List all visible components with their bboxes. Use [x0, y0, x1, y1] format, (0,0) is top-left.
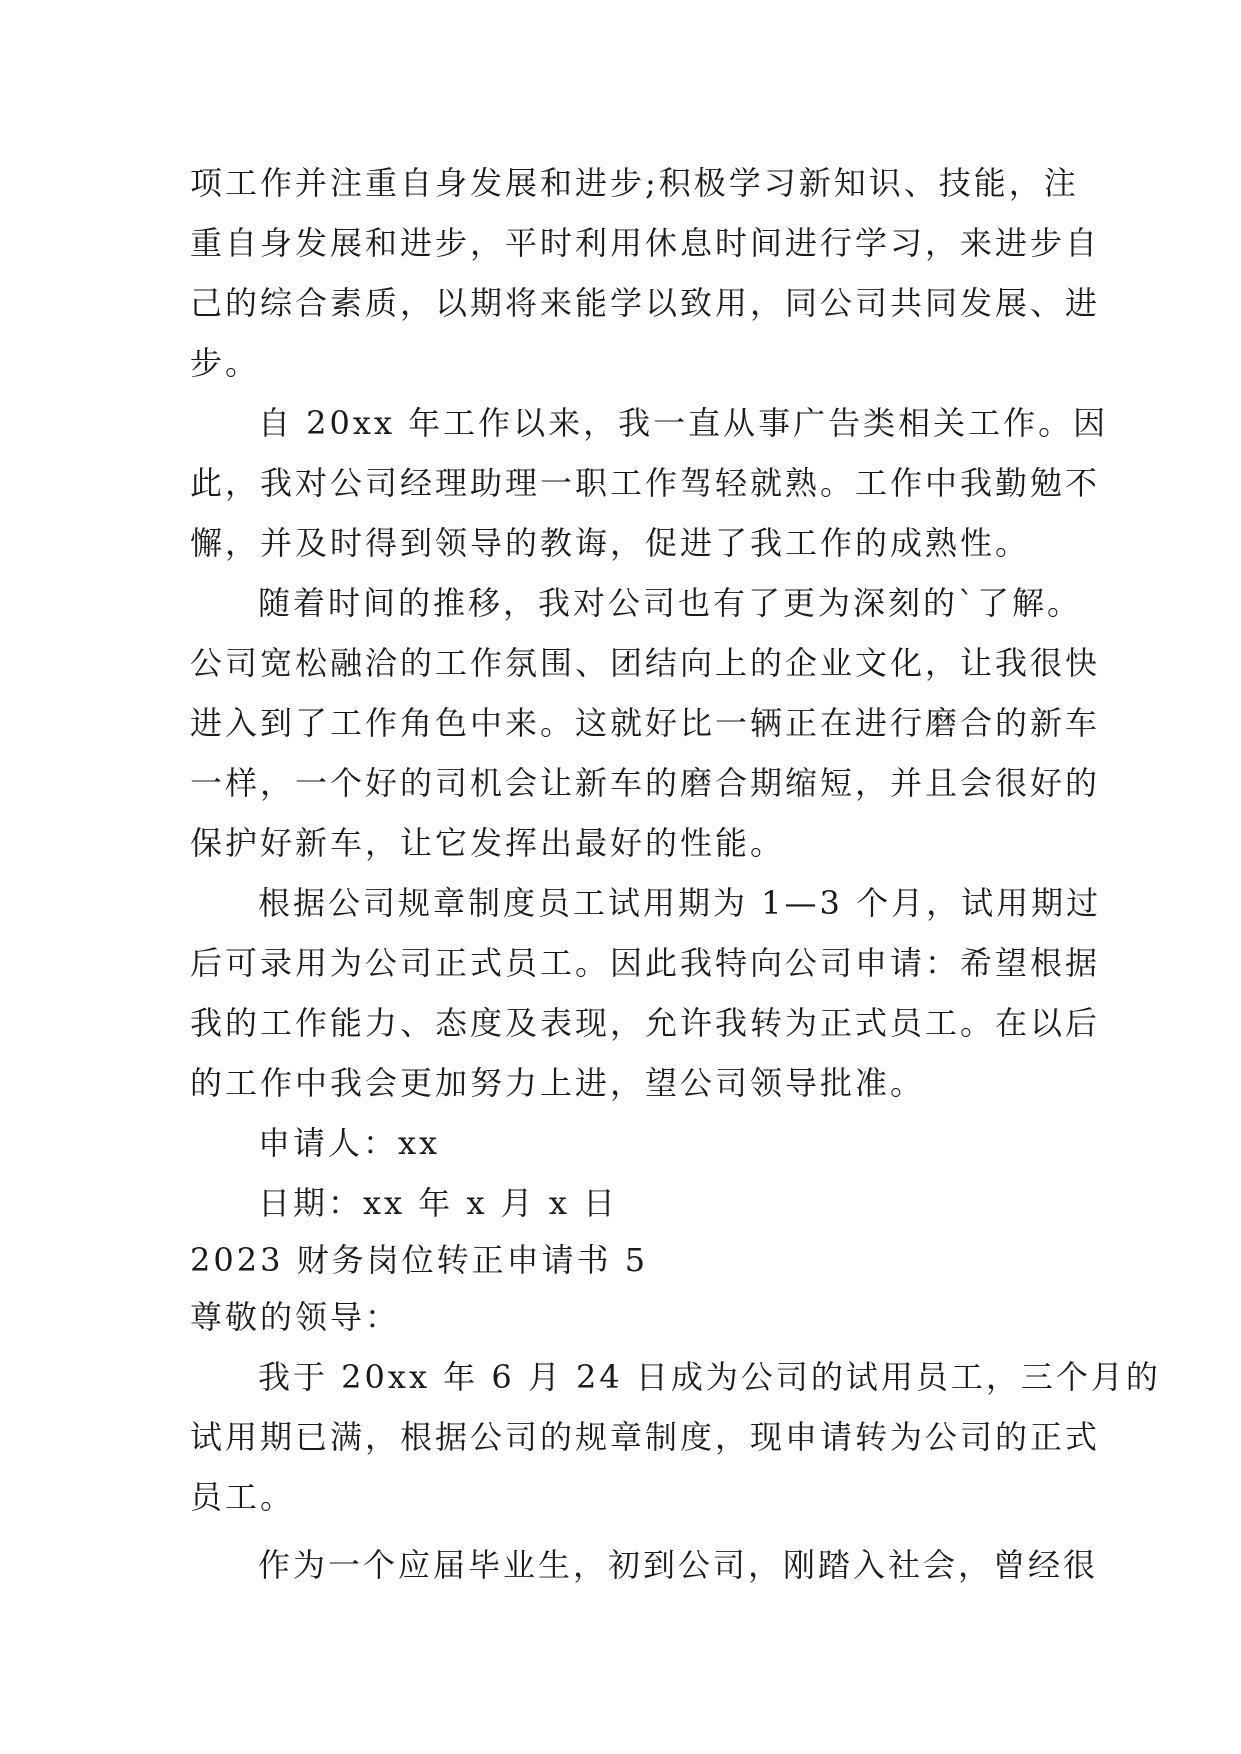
text-line: 步。 [190, 344, 261, 382]
text-line: 试用期已满，根据公司的规章制度，现申请转为公司的正式 [190, 1418, 1101, 1456]
text-line: 公司宽松融洽的工作氛围、团结向上的企业文化，让我很快 [190, 644, 1101, 682]
text-line: 此，我对公司经理助理一职工作驾轻就熟。工作中我勤勉不 [190, 464, 1101, 502]
date-line: 日期：xx 年 x 月 x 日 [258, 1184, 619, 1222]
text-line: 懈，并及时得到领导的教诲，促进了我工作的成熟性。 [190, 524, 1031, 562]
paragraph-first-line: 随着时间的推移，我对公司也有了更为深刻的`了解。 [258, 584, 1083, 622]
paragraph-first-line: 自 20xx 年工作以来，我一直从事广告类相关工作。因 [258, 404, 1109, 442]
text-line: 后可录用为公司正式员工。因此我特向公司申请：希望根据 [190, 944, 1101, 982]
paragraph-first-line: 根据公司规章制度员工试用期为 1—3 个月，试用期过 [258, 884, 1102, 922]
text-line: 的工作中我会更加努力上进，望公司领导批准。 [190, 1064, 926, 1102]
text-line: 我的工作能力、态度及表现，允许我转为正式员工。在以后 [190, 1004, 1101, 1042]
text-line: 保护好新车，让它发挥出最好的性能。 [190, 824, 786, 862]
paragraph-first-line: 我于 20xx 年 6 月 24 日成为公司的试用员工，三个月的 [258, 1358, 1161, 1396]
section-heading: 2023 财务岗位转正申请书 5 [190, 1241, 649, 1279]
text-line: 员工。 [190, 1478, 296, 1516]
salutation: 尊敬的领导： [190, 1298, 401, 1336]
paragraph-first-line: 作为一个应届毕业生，初到公司，刚踏入社会，曾经很 [258, 1546, 1099, 1584]
text-line: 己的综合素质，以期将来能学以致用，同公司共同发展、进 [190, 284, 1101, 322]
text-line: 项工作并注重自身发展和进步;积极学习新知识、技能，注 [190, 164, 1079, 202]
applicant-line: 申请人：xx [258, 1124, 441, 1162]
text-line: 进入到了工作角色中来。这就好比一辆正在进行磨合的新车 [190, 704, 1101, 742]
text-line: 重自身发展和进步，平时利用休息时间进行学习，来进步自 [190, 224, 1101, 262]
text-line: 一样，一个好的司机会让新车的磨合期缩短，并且会很好的 [190, 764, 1101, 802]
